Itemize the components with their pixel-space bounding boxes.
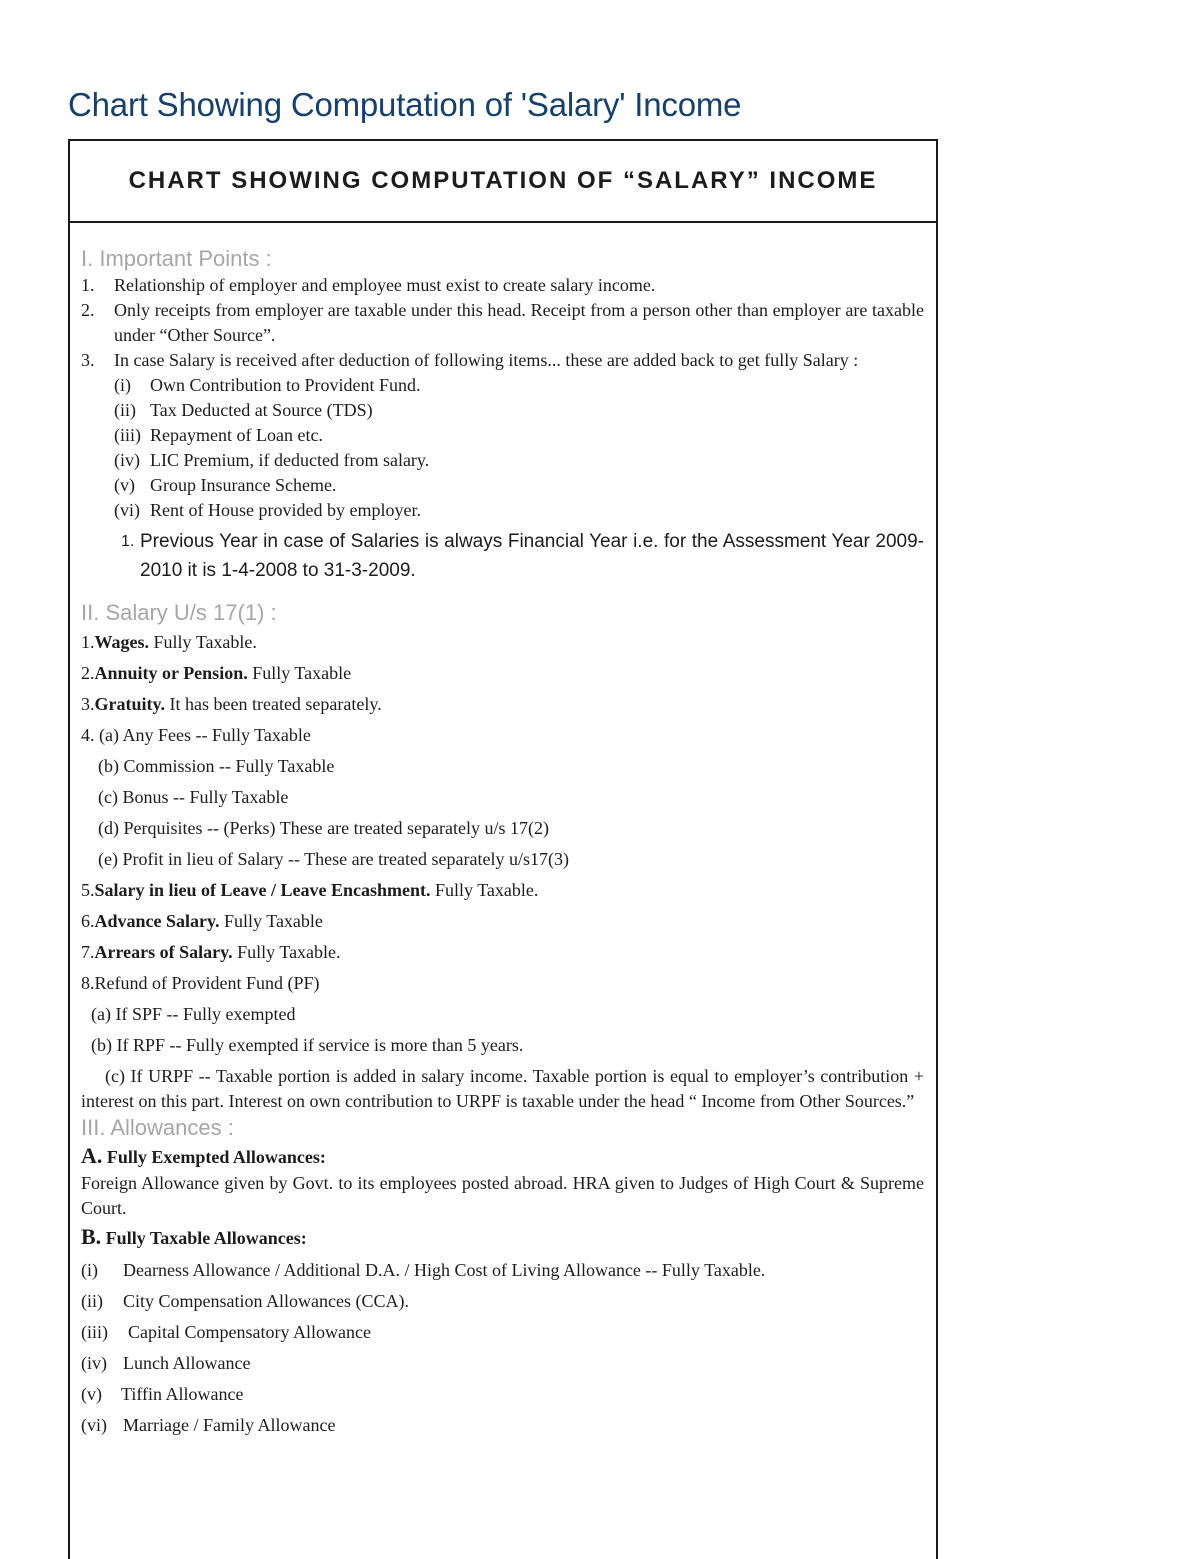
list-item: (d) Perquisites -- (Perks) These are treated separately u/s 17(2) [98, 818, 550, 838]
roman-numeral: (i) [114, 375, 131, 395]
list-item [81, 627, 924, 658]
list-item-bold: Wages. [94, 632, 150, 652]
list-item: 4. (a) Any Fees -- Fully Taxable [81, 725, 311, 745]
subheading-title: Fully Taxable Allowances: [101, 1228, 307, 1248]
list-item-text: Fully Taxable [247, 663, 352, 683]
sub-list-item [81, 398, 924, 423]
roman-numeral: (iv) [114, 450, 140, 470]
list-item [81, 658, 924, 689]
list-item [81, 348, 924, 373]
list-item-text: Relationship of employer and employee must exist to create salary income. [114, 275, 656, 295]
roman-numeral: (iii) [114, 425, 141, 445]
roman-numeral: (vi) [114, 500, 140, 520]
sub-list-item-text: Marriage / Family Allowance [123, 1415, 336, 1435]
list-item-text: It has been treated separately. [165, 694, 382, 714]
roman-numeral: (iii) [81, 1322, 108, 1342]
sub-list-item-text: LIC Premium, if deducted from salary. [150, 450, 430, 470]
list-item-number: 6. [81, 911, 95, 931]
list-item-number: 2. [81, 663, 95, 683]
roman-numeral: (i) [81, 1260, 98, 1280]
section-heading-allowances: III. Allowances : [81, 1115, 234, 1140]
list-item [81, 689, 924, 720]
roman-numeral: (v) [114, 475, 135, 495]
sub-list-item-text: Own Contribution to Provident Fund. [150, 375, 421, 395]
sub-list-item [81, 423, 924, 448]
list-item-text: In case Salary is received after deduction of following items... these are added back to get fully Salary : [114, 350, 859, 370]
sub-list-item-text: Lunch Allowance [123, 1353, 251, 1373]
section-heading-salary-17-1: II. Salary U/s 17(1) : [81, 600, 277, 625]
box-header: CHART SHOWING COMPUTATION OF “SALARY” INCOME [70, 141, 936, 223]
sub-list-item-text: City Compensation Allowances (CCA). [123, 1291, 409, 1311]
sub-list-item [81, 373, 924, 398]
roman-numeral: (iv) [81, 1353, 107, 1373]
page-title: Chart Showing Computation of 'Salary' Income [68, 86, 742, 123]
list-item [81, 875, 924, 906]
list-item-bold: Annuity or Pension. [94, 663, 248, 683]
sub-list-item-text: Capital Compensatory Allowance [128, 1322, 371, 1342]
note-text: Previous Year in case of Salaries is always Financial Year i.e. for the Assessment Year 2009-2010 it is 1-4-2008 to 31-3-2009. [140, 531, 924, 581]
sub-list-item [81, 473, 924, 498]
roman-numeral: (ii) [114, 400, 136, 420]
sub-list-item [81, 1255, 924, 1286]
sub-list-item [81, 498, 924, 523]
list-item-number: 1. [81, 632, 95, 652]
sub-list-item [81, 448, 924, 473]
list-item-text: Fully Taxable. [149, 632, 257, 652]
subheading-letter: A. [81, 1143, 103, 1168]
list-item-text: Fully Taxable. [232, 942, 341, 962]
list-item: (c) Bonus -- Fully Taxable [98, 787, 289, 807]
sub-list-item [81, 1348, 924, 1379]
sub-list-item [81, 1286, 924, 1317]
sub-list-item-text: Tax Deducted at Source (TDS) [150, 400, 373, 420]
list-item [81, 298, 924, 348]
list-item: (a) If SPF -- Fully exempted [91, 1004, 296, 1024]
sub-list-item-text: Tiffin Allowance [121, 1384, 244, 1404]
list-item [81, 906, 924, 937]
sub-list-item [81, 1379, 924, 1410]
sub-list-item-text: Repayment of Loan etc. [150, 425, 323, 445]
list-item: (b) If RPF -- Fully exempted if service is more than 5 years. [91, 1035, 524, 1055]
list-item-number: 3. [81, 694, 95, 714]
list-item-text: Fully Taxable [219, 911, 323, 931]
list-item-bold: Advance Salary. [94, 911, 220, 931]
list-item-number: 2. [81, 300, 95, 320]
sub-list-item [81, 1317, 924, 1348]
list-item-bold: Salary in lieu of Leave / Leave Encashment. [94, 880, 431, 900]
list-item-number: 7. [81, 942, 95, 962]
subheading-fully-exempted [81, 1142, 924, 1171]
sub-list-item-text: Dearness Allowance / Additional D.A. / High Cost of Living Allowance -- Fully Taxable. [123, 1260, 766, 1280]
subheading-fully-taxable [81, 1223, 924, 1252]
list-item [81, 273, 924, 298]
list-item-number: 1. [81, 275, 95, 295]
list-item-text: Only receipts from employer are taxable under this head. Receipt from a person other than employer are taxable under “Other Source”. [114, 300, 924, 345]
list-item-number: 5. [81, 880, 95, 900]
list-item: (c) If URPF -- Taxable portion is added in salary income. Taxable portion is equal to employer’s contribution + interest on this part. Interest on own contribution to URPF is taxable under the head “ Income from Other Sources.” [81, 1066, 924, 1111]
list-item: (b) Commission -- Fully Taxable [98, 756, 335, 776]
list-item: (e) Profit in lieu of Salary -- These are treated separately u/s17(3) [98, 849, 569, 869]
subheading-title: Fully Exempted Allowances: [102, 1147, 326, 1167]
roman-numeral: (ii) [81, 1291, 103, 1311]
paragraph: Foreign Allowance given by Govt. to its employees posted abroad. HRA given to Judges of High Court & Supreme Court. [81, 1173, 924, 1218]
sub-list-item [81, 1410, 924, 1441]
note-number: 1. [121, 533, 135, 550]
list-item-bold: Arrears of Salary. [94, 942, 233, 962]
previous-year-note [81, 527, 924, 585]
roman-numeral: (vi) [81, 1415, 107, 1435]
sub-list-item-text: Group Insurance Scheme. [150, 475, 337, 495]
list-item-bold: Gratuity. [94, 694, 165, 714]
section-heading-important-points: I. Important Points : [81, 246, 272, 271]
box-content [70, 223, 936, 1441]
roman-numeral: (v) [81, 1384, 102, 1404]
chart-box [68, 139, 938, 1559]
subheading-letter: B. [81, 1224, 102, 1249]
list-item [81, 937, 924, 968]
list-item: 8.Refund of Provident Fund (PF) [81, 973, 320, 993]
list-item-number: 3. [81, 350, 95, 370]
sub-list-item-text: Rent of House provided by employer. [150, 500, 421, 520]
list-item-text: Fully Taxable. [430, 880, 539, 900]
